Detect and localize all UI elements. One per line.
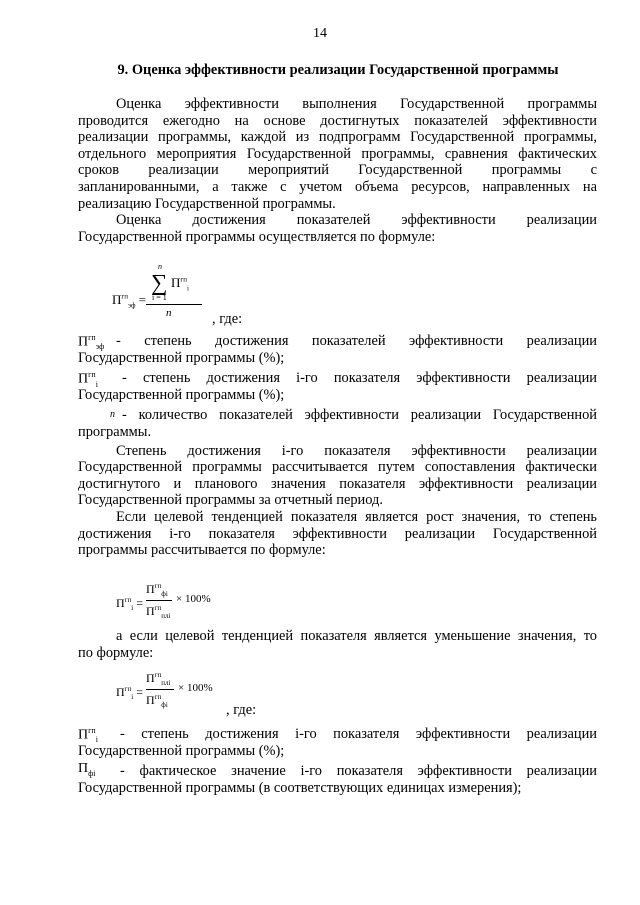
fraction-bar (146, 304, 202, 305)
formula-lhs: $П^{гп}_{эф}$ = (112, 292, 147, 310)
text-line: сроков реализации мероприятий Государственной программы с (78, 162, 597, 179)
symbol: n (110, 409, 115, 421)
text-line: проводится ежегодно на основе достигнутых показателей эффективности (78, 112, 597, 129)
formula-lhs: $П^{гп}_i$ = (116, 685, 144, 702)
symbol: $П^{гп}_{эф}$ (78, 333, 105, 352)
text-line: Оценка достижения показателей эффективности реализации (116, 212, 597, 229)
definition-item: $П^{гп}_i$ - степень достижения i-го показателя эффективности реализации Государственной программы (%); (78, 370, 597, 403)
text-line: Государственной программы рассчитывается путем сопоставления фактически (78, 459, 597, 476)
symbol: $П^{гп}_i$ (78, 370, 98, 389)
symbol: $П_{фi}$ (78, 761, 96, 778)
page-number: 14 (313, 26, 327, 41)
text-line: по формуле: (78, 644, 154, 661)
definition-item: $П^{гп}_i$ - степень достижения i-го показателя эффективности реализации Государственной программы (%); (78, 726, 597, 759)
sum-lower-limit: i = 1 (152, 293, 167, 302)
fraction-bar (146, 689, 174, 690)
decrease-paragraph (78, 628, 597, 661)
text-line: достижения i-го показателя эффективности реализации Государственной (78, 525, 597, 542)
intro-paragraph (78, 96, 597, 245)
text-line: Если целевой тенденцией показателя является рост значения, то степень (116, 508, 597, 525)
formula-numerator: $П^{гп}_{плi}$ (146, 671, 171, 688)
text-line: запланированными, а также с учетом объема ресурсов, направленных на (78, 178, 597, 195)
sum-upper-limit: n (158, 262, 162, 271)
formula-denominator: $П^{гп}_{плi}$ (146, 604, 171, 621)
text-line: Степень достижения i-го показателя эффективности реализации (116, 442, 597, 459)
formula-denominator: $П^{гп}_{фi}$ (146, 693, 168, 710)
formula-growth (116, 580, 256, 626)
formula-numerator: $П^{гп}_{фi}$ (146, 582, 168, 599)
text-line: достигнутого и планового значения показателя эффективности реализации (78, 475, 597, 492)
text-line: Оценка эффективности выполнения Государственной программы (116, 96, 597, 112)
definitions-2 (78, 726, 597, 796)
definition-item: $П_{фi}$ - фактическое значение i-го показателя эффективности реализации Государственной программы (в соответствующих единицах измерения); (78, 761, 597, 796)
text-line: отдельного мероприятия Государственной программы, сравнения фактических (78, 145, 597, 162)
definitions-1 (78, 333, 597, 559)
sigma-icon: ∑ (151, 270, 168, 295)
formula-efficiency (112, 262, 212, 324)
formula-multiplier: × 100% (178, 682, 213, 694)
formula-denominator: n (166, 307, 172, 319)
text-line: реализацию Государственной программы. (78, 195, 336, 212)
section-title: 9. Оценка эффективности реализации Государственной программы (117, 62, 559, 78)
definition-item: $П^{гп}_{эф}$ - степень достижения показателей эффективности реализации Государственной программы (%); (78, 333, 597, 366)
text-line: Государственной программы осуществляется по формуле: (78, 228, 436, 245)
definition-item: n - количество показателей эффективности реализации Государственной программы. (78, 407, 597, 440)
where-label: , где: (212, 311, 243, 327)
formula-multiplier: × 100% (176, 593, 211, 605)
sum-term: $П^{гп}_i$ (171, 275, 189, 293)
text-line: реализации программы, каждой из подпрограмм Государственной программы, (78, 129, 597, 146)
formula-lhs: $П^{гп}_i$ = (116, 596, 144, 613)
fraction-bar (146, 600, 172, 601)
text-line: программы рассчитывается по формуле: (78, 542, 326, 559)
symbol: $П^{гп}_i$ (78, 726, 98, 745)
where-label: , где: (226, 702, 257, 718)
text-line: Государственной программы за отчетный период. (78, 492, 383, 509)
text-line: а если целевой тенденцией показателя является уменьшение значения, то (116, 628, 597, 644)
